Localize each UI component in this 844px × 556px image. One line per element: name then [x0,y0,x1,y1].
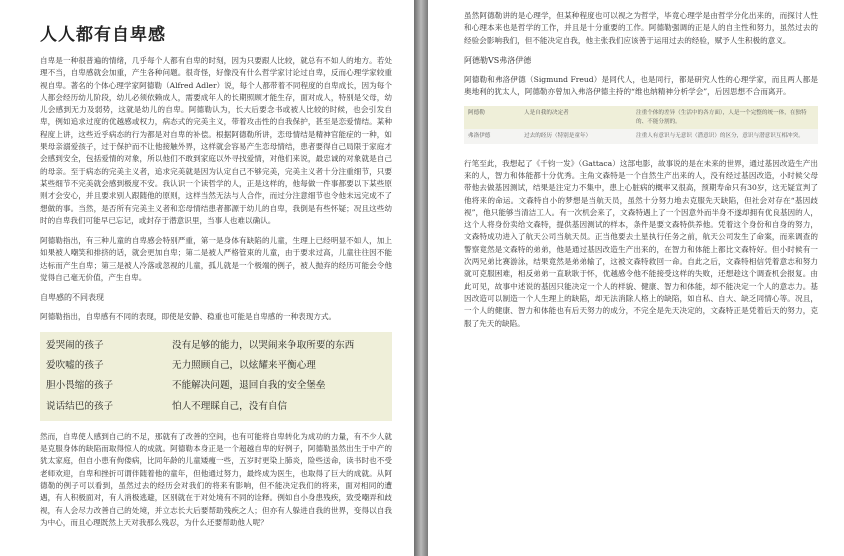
book-gutter [414,0,428,556]
traits-row [46,376,386,396]
trait-meaning: 怕人不理睬自己，没有自信 [172,400,288,412]
trait-meaning: 无力照顾自己，以炫耀来平衡心理 [172,359,316,371]
paragraph: 然而，自卑使人感到自己的不足，那就有了改善的空间，也有可能将自卑转化为成功的力量，有不少人就是克服身体的缺陷而取得惊人的成就。阿德勒本身正是一个超越自卑的好例子，阿德勒虽然出生于中产的犹太家庭，但自小患有佝偻病，比同年龄的儿童矮瘦一些，五岁时更染上肺炎，险些送命，读书时也不受老师欢迎，自卑和挫折可谓伴随着他的童年，但他通过努力，最终成为医生，也取得了巨大的成就。从阿德勒的例子可以看到，虽然过去的经历会对我们的将来有影响，但不能决定我们的将来，面对相同的遭遇，有人积极面对，有人消极逃避，区别就在于对处境有不同的诠释。例如自小身患残疾，致受嘲弄和歧视，有人会尽力改善自己的处境，并立志长大后要帮助残疾之人；但亦有人躲进自我的世界，变得以自我为中心，而且心理既然上天对我那么残忍，为什么还要帮助他人呢？ [40,431,392,527]
trait-child-type: 爱吹嘘的孩子 [46,359,104,371]
traits-row [46,336,386,356]
trait-meaning: 没有足够的能力，以哭闹来争取所要的东西 [172,339,355,351]
section-subheading: 自卑感的不同表现 [40,293,104,303]
right-page [428,0,844,556]
trait-child-type: 胆小畏缩的孩子 [46,380,114,392]
paragraph: 虽然阿德勒讲的是心理学，但某种程度也可以视之为哲学，毕竟心理学是由哲学分化出来的，而探讨人性和心理本来也是哲学的工作，并且是十分重要的工作。阿德勒强调的正是人的自主性和努力，虽然过去的经验会影响我们，但不能决定自我，他主张我们应该善于运用过去的经验，赋予人生积极的意义。 [464,11,818,45]
trait-child-type: 说话结巴的孩子 [46,400,114,412]
traits-row [46,397,386,417]
section-subheading: 阿德勒VS弗洛伊德 [464,55,532,65]
comparison-cell: 注重人有意识与无意识（潜意识）的区分，意识与潜意识互相冲突。 [636,133,804,140]
comparison-row [464,106,818,129]
paragraph: 阿德勒和弗洛伊德（Sigmund Freud）是同代人，也是同行，都是研究人性的心理学家，而且两人都是奥地利的犹太人，阿德勒亦曾加入弗洛伊德主持的“维也纳精神分析学会”，后因思想不合而离开。 [464,74,818,97]
comparison-table [464,106,818,143]
paragraph: 阿德勒指出，有三种儿童的自卑感会特别严重，第一是身体有缺陷的儿童，生理上已经明显不如人，加上如果被人嘲笑和排挤的话，就会更加自卑；第二是被人严格管束的儿童，由于要求过高，儿童往往因不能达标而产生自卑；第三是被人冷落或忽视的儿童，孤儿就是一个极端的例子，被人抛弃的经历可能会令他觉得自己毫无价值，产生自卑。 [40,236,392,283]
left-page [0,0,414,556]
paragraph: 行笔至此，我想起了《千钧一发》（Gattaca）这部电影，故事说的是在未来的世界，通过基因改造生产出来的人，智力和体能都十分优秀。主角文森特是一个自然生产出来的人，没有经过基因改造，小时候父母带他去做基因测试，结果是注定力不集中，患上心脏病的概率又很高，预期寿命只有30岁，这无疑宣判了他将来的命运。文森特自小的梦想是当航天员，虽然十分努力地去克服先天缺陷，但社会对存在“基因歧视”，他只能够当清洁工人。有一次机会来了，文森特遇上了一个因意外而半身不遂却拥有优良基因的人，这个人将身份卖给文森特，提供基因测试的样本，条件是要文森特供养他。凭着这个身份和自身的努力，文森特成功进入了航天公司当航天员。正当他要去土星执行任务之前，航天公司发生了命案，而来调查的警察竟然是文森特的弟弟，他是通过基因改造生产出来的，在智力和体能上都比文森特好。但小时候有一次两兄弟比赛游泳，结果竟然是弟弟输了，这被文森特救回一命。自此之后，文森特相信凭着意志和努力就可克服困难，相反弟弟一直耿耿于怀，优越感令他不能接受这样的失败，还想趁这个调查机会报复。由此可见，故事中述说的基因只能决定一个人的样貌、健康、智力和体能，却不能决定一个人的意志力。基因改造可以制造一个人生理上的缺陷，却无法消除人格上的缺陷，如自私、自大、缺乏同情心等。况且，一个人的健康、智力和体能也有后天努力的成分，不完全是先天决定的，文森特正是凭着后天的努力，克服了先天的缺陷。 [464,158,818,328]
traits-table [40,332,392,421]
paragraph: 自卑是一种很普遍的情绪，几乎每个人都有自卑的时刻，因为只要跟人比较，就总有不如人的地方。若处理不当，自卑感就会加重，产生各种问题。很奇怪，好像没有什么哲学家讨论过自卑，反而心理学家较重视自卑。著名的个体心理学家阿德勒（Alfred Adler）说，每个人都带着不同程度的自卑成长，因为每个人都会经历幼儿阶段，幼儿必须依赖成人，需要成年人的长期照顾才能生存，面对成人，特别是父母，幼儿会感到无力及弱势，这就是幼儿的自卑。阿德勒认为，长大后要念书或被人比较的时候，也会引发自卑，例如追求过度的优越感或权力，病态式的完美主义，带着攻击性的自我保护，甚至是恋爱情结。某种程度上讲，这些近乎病态的行为都是对自卑的补偿。根据阿德勒所讲，恋母情结是精神官能症的一种，如果母亲溺爱孩子，过于保护而不让他接触外界，这样就会容易产生恋母情结，患者要得自己局限于家庭才会感到安全，包括爱情的对象，所以他们不敢到家庭以外寻找爱情，对他们来说，最忠诚的对象就是自己的母亲。至于病态的完美主义者，追求完美就是因为认定自己不够完美，完美主义者十分注重细节，只要某些细节不完美就会感到极度不安。我认识一个读哲学的人，正是这样的，他每做一件事都要以下某些原则才会安心，并且要求别人跟随他的原则，这样当然无法与人合作，而过分注意细节也令他未远完成不了想做的事。当然，是否所有完美主义者和恋母情结患者都源于幼儿的自卑，我倒是有些怀疑；况且这些幼时的自卑我们可能早已忘记，或封存于潜意识里，当事人也难以确认。 [40,56,392,225]
comparison-cell: 弗洛伊德 [468,133,491,140]
trait-meaning: 不能解决问题，退回自我的安全堡垒 [172,380,326,392]
comparison-cell: 人是自我的决定者 [524,110,569,117]
comparison-cell: 注重个体的差异（生活中的各方面），人是一个完整的统一体，在独特的、不能分割的。 [636,110,807,125]
trait-child-type: 爱哭闹的孩子 [46,339,104,351]
traits-row [46,356,386,376]
chapter-title: 人人都有自卑感 [40,25,166,45]
comparison-cell: 过去的经历（特别是童年） [524,133,592,140]
comparison-cell: 阿德勒 [468,110,485,117]
comparison-row [464,129,818,143]
paragraph: 阿德勒指出，自卑感有不同的表现，即使是安静、稳重也可能是自卑感的一种表现方式。 [40,312,337,322]
